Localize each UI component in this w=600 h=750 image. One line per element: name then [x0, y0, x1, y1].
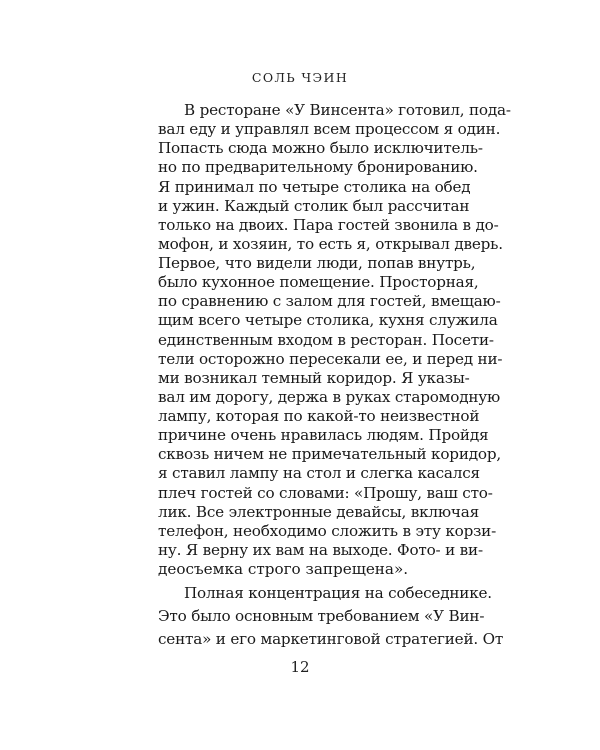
text-line: ну. Я верну их вам на выходе. Фото- и ви- — [158, 540, 483, 559]
text-line: ми возникал темный коридор. Я указы- — [158, 368, 470, 387]
text-line: только на двоих. Пара гостей звонила в до- — [158, 215, 499, 234]
text-line: вал им дорогу, держа в руках старомодную — [158, 387, 501, 406]
text-line: плеч гостей со словами: «Прошу, ваш сто- — [158, 483, 493, 502]
text-line: сента» и его маркетинговой стратегией. От — [158, 630, 504, 649]
text-line: Попасть сюда можно было исключитель- — [158, 139, 483, 158]
page-number: 12 — [290, 658, 310, 676]
text-line: лампу, которая по какой-то неизвестной — [158, 407, 480, 425]
text-line: Первое, что видели люди, попав внутрь, — [158, 254, 476, 272]
text-line: лик. Все электронные девайсы, включая — [158, 502, 479, 521]
text-line: Это было основным требованием «У Вин- — [158, 607, 485, 626]
text-line: было кухонное помещение. Просторная, — [158, 273, 479, 292]
text-line: тели осторожно пересекали ее, и перед ни- — [158, 349, 503, 368]
text-line: я ставил лампу на стол и слегка касался — [158, 464, 480, 483]
text-line: деосъемка строго запрещена». — [158, 560, 409, 578]
text-line: и ужин. Каждый столик был рассчитан — [158, 196, 470, 215]
running-header: СОЛЬ ЧЭИН — [251, 70, 349, 85]
text-line: мофон, и хозяин, то есть я, открывал дверь. — [158, 234, 503, 253]
text-line: по сравнению с залом для гостей, вмещаю- — [158, 292, 501, 311]
text-line: щим всего четыре столика, кухня служила — [158, 311, 498, 330]
text-line: Полная концентрация на собеседнике. — [184, 584, 492, 602]
text-line: вал еду и управлял всем процессом я один. — [158, 120, 501, 139]
text-line: Я принимал по четыре столика на обед — [158, 177, 471, 196]
text-line: телефон, необходимо сложить в эту корзи- — [158, 521, 497, 540]
text-line: но по предварительному бронированию. — [158, 158, 478, 177]
text-line: сквозь ничем не примечательный коридор, — [158, 445, 501, 464]
text-line: причине очень нравилась людям. Пройдя — [158, 426, 489, 445]
text-line: единственным входом в ресторан. Посети- — [158, 330, 494, 349]
text-line: В ресторане «У Винсента» готовил, пода- — [184, 101, 511, 119]
